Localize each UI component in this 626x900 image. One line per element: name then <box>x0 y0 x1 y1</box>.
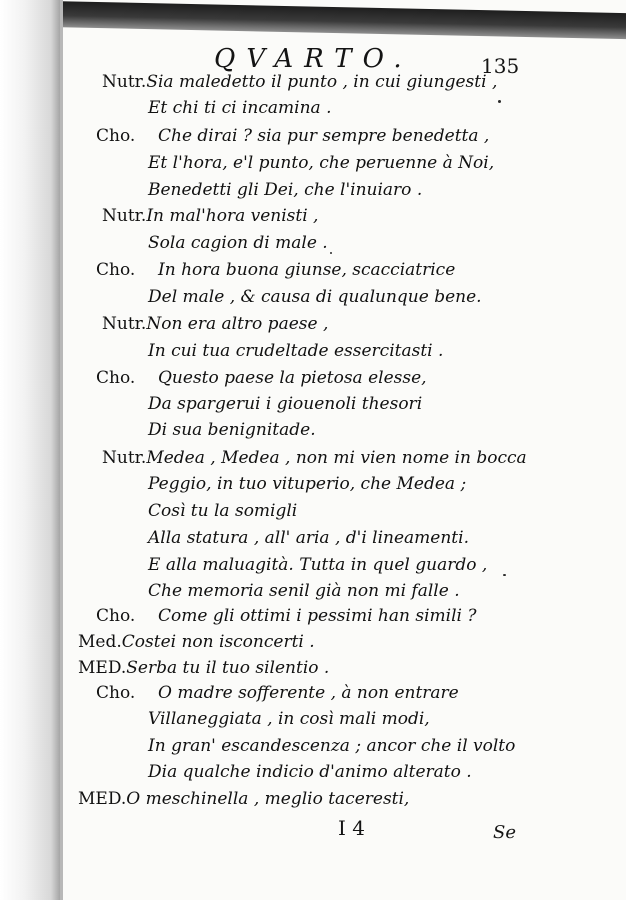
verse-text: Sola cagion di male . <box>148 233 328 253</box>
verse-line <box>148 762 472 782</box>
verse-line <box>96 683 459 703</box>
verse-text: Et chi ti ci incamina . <box>148 98 332 118</box>
verse-text: Sia maledetto il punto , in cui giungesti , <box>146 72 498 92</box>
verse-text: Che dirai ? sia pur sempre benedetta , <box>158 126 490 146</box>
verse-text: Peggio, in tuo vituperio, che Medea ; <box>148 474 467 494</box>
page-top-shadow <box>0 0 626 39</box>
verse-text: Serba tu il tuo silentio . <box>126 658 330 678</box>
catchword: Se <box>493 822 516 843</box>
verse-line <box>148 709 430 729</box>
verse-line <box>78 658 329 678</box>
verse-line <box>148 581 460 601</box>
verse-line <box>78 789 409 809</box>
gutter-line <box>60 0 63 900</box>
verse-line <box>102 206 318 226</box>
speaker-label: Med. <box>78 632 122 652</box>
speaker-label: Nutr. <box>102 206 147 226</box>
verse-text: Medea , Medea , non mi vien nome in bocca <box>146 448 527 468</box>
page-number: 135 <box>481 54 520 78</box>
verse-text: In hora buona giunse, scacciatrice <box>158 260 456 280</box>
verse-text: Et l'hora, e'l punto, che peruenne à Noi, <box>148 153 495 173</box>
verse-line <box>148 233 328 253</box>
verse-line <box>102 314 328 334</box>
speaker-label: Cho. <box>96 126 136 146</box>
speaker-label: Cho. <box>96 260 136 280</box>
verse-text: Questo paese la pietosa elesse, <box>158 368 427 388</box>
verse-line <box>102 448 527 468</box>
speaker-label: Nutr. <box>102 314 147 334</box>
speaker-label: Nutr. <box>102 72 147 92</box>
verse-line <box>96 126 489 146</box>
verse-line <box>96 368 427 388</box>
verse-text: In gran' escandescenza ; ancor che il volto <box>148 736 516 756</box>
verse-line <box>148 474 466 494</box>
verse-line <box>148 736 515 756</box>
verse-text: E alla maluagità. Tutta in quel guardo , <box>148 555 488 575</box>
ink-speck <box>330 252 332 254</box>
verse-text: O madre sofferente , à non entrare <box>158 683 459 703</box>
speaker-label: Cho. <box>96 606 136 626</box>
speaker-label: MED. <box>78 658 127 678</box>
verse-line <box>148 153 494 173</box>
verse-text: Costei non isconcerti . <box>121 632 315 652</box>
verse-line <box>148 420 316 440</box>
verse-text: Dia qualche indicio d'animo alterato . <box>148 762 472 782</box>
speaker-label: Cho. <box>96 683 136 703</box>
verse-text: O meschinella , meglio taceresti, <box>126 789 410 809</box>
verse-text: Del male , & causa di qualunque bene. <box>148 287 482 307</box>
verse-line <box>148 555 487 575</box>
signature-mark: I 4 <box>338 816 365 840</box>
verse-text: Così tu la somigli <box>148 501 298 521</box>
verse-text: Alla statura , all' aria , d'i lineamenti. <box>148 528 469 548</box>
verse-line <box>148 528 469 548</box>
ink-speck <box>503 574 506 576</box>
verse-text: Non era altro paese , <box>146 314 329 334</box>
page-left-margin-shadow <box>0 0 62 900</box>
speaker-label: MED. <box>78 789 127 809</box>
verse-line <box>148 180 422 200</box>
verse-text: Da spargerui i giouenoli thesori <box>148 394 423 414</box>
ink-speck <box>498 100 501 103</box>
verse-text: Che memoria senil già non mi falle . <box>148 581 460 601</box>
speaker-label: Cho. <box>96 368 136 388</box>
verse-text: In mal'hora venisti , <box>146 206 319 226</box>
speaker-label: Nutr. <box>102 448 147 468</box>
verse-line <box>96 606 476 626</box>
verse-text: In cui tua crudeltade essercitasti . <box>148 341 444 361</box>
running-head: QVARTO. <box>214 44 413 74</box>
verse-text: Benedetti gli Dei, che l'inuiaro . <box>148 180 423 200</box>
verse-line <box>102 72 497 92</box>
verse-line <box>78 632 315 652</box>
verse-text: Di sua benignitade. <box>148 420 316 440</box>
verse-line <box>148 394 422 414</box>
verse-line <box>148 501 297 521</box>
verse-text: Villaneggiata , in così mali modi, <box>148 709 430 729</box>
verse-line <box>148 341 443 361</box>
verse-line <box>148 287 482 307</box>
verse-line <box>148 98 331 118</box>
verse-line <box>96 260 455 280</box>
verse-text: Come gli ottimi i pessimi han simili ? <box>158 606 477 626</box>
